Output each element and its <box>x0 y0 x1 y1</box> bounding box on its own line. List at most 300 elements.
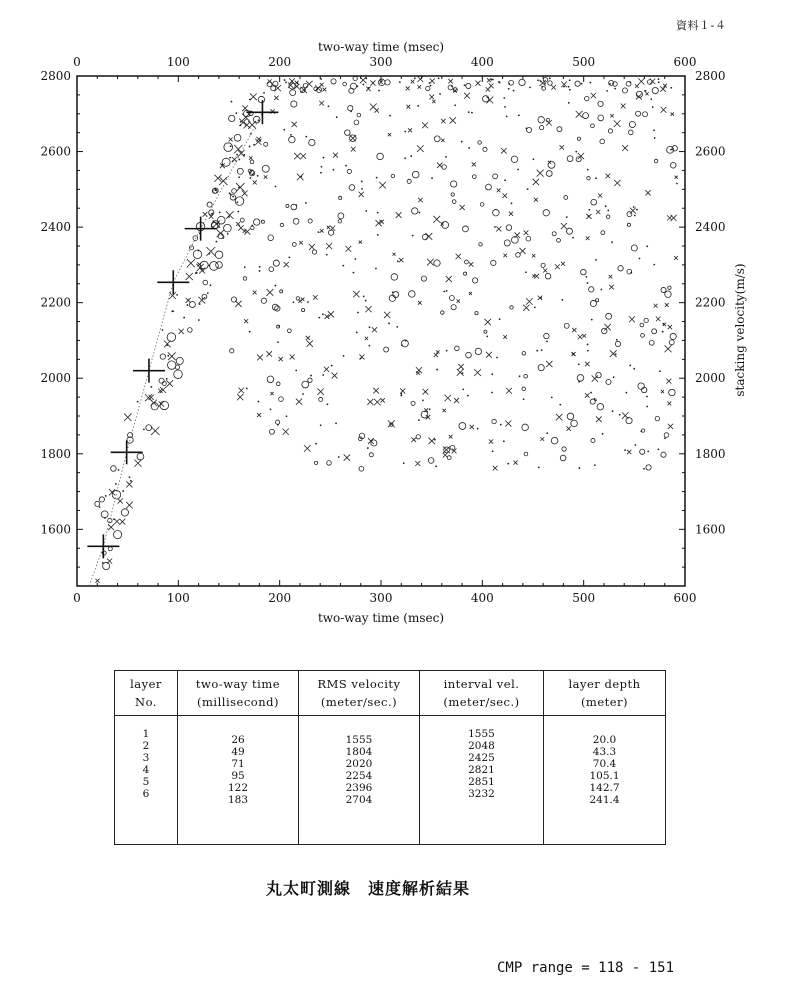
semblance-cross-marker <box>399 258 403 262</box>
semblance-dot-marker <box>320 424 322 426</box>
semblance-cross-marker <box>253 180 257 184</box>
semblance-circle-marker <box>409 291 416 298</box>
semblance-circle-marker <box>600 139 605 144</box>
semblance-circle-marker <box>348 106 353 111</box>
semblance-dot-marker <box>589 209 591 211</box>
semblance-circle-marker <box>309 139 315 145</box>
semblance-circle-marker <box>291 204 297 210</box>
semblance-circle-marker <box>606 313 612 319</box>
semblance-dot-marker <box>568 102 570 104</box>
semblance-circle-marker <box>411 401 415 405</box>
table-cell: 26 <box>231 734 245 746</box>
semblance-dot-marker <box>259 140 261 142</box>
semblance-dot-marker <box>332 169 334 171</box>
semblance-circle-marker <box>217 216 225 224</box>
semblance-cross-marker <box>119 519 125 525</box>
semblance-circle-marker <box>463 272 466 275</box>
semblance-circle-marker <box>591 438 595 442</box>
semblance-dot-marker <box>468 147 470 149</box>
semblance-dot-marker <box>288 257 290 259</box>
semblance-circle-marker <box>286 204 289 207</box>
semblance-dot-marker <box>611 241 613 243</box>
semblance-circle-marker <box>391 274 397 280</box>
semblance-dot-marker <box>376 177 378 179</box>
semblance-circle-marker <box>526 236 531 241</box>
semblance-circle-marker <box>354 120 359 125</box>
semblance-cross-marker <box>315 85 321 91</box>
semblance-dot-marker <box>438 77 440 79</box>
semblance-circle-marker <box>541 263 545 267</box>
semblance-circle-marker <box>548 81 552 85</box>
semblance-dot-marker <box>587 344 589 346</box>
semblance-dot-marker <box>389 115 391 117</box>
semblance-cross-marker <box>373 388 379 394</box>
semblance-cross-marker <box>418 85 422 89</box>
semblance-circle-marker <box>254 219 260 225</box>
semblance-circle-marker <box>577 375 584 382</box>
semblance-cross-marker <box>606 174 611 179</box>
semblance-dot-marker <box>326 254 328 256</box>
x-tick-label-bottom: 200 <box>268 591 292 605</box>
semblance-circle-marker <box>475 348 481 354</box>
semblance-dot-marker <box>150 386 152 388</box>
semblance-cross-marker <box>464 93 470 99</box>
semblance-dot-marker <box>533 158 535 160</box>
semblance-circle-marker <box>567 413 574 420</box>
semblance-cross-marker <box>609 275 613 279</box>
semblance-dot-marker <box>162 329 164 331</box>
semblance-dot-marker <box>295 370 297 372</box>
semblance-circle-marker <box>302 308 305 311</box>
semblance-dot-marker <box>318 317 320 319</box>
semblance-cross-marker <box>179 329 184 334</box>
semblance-circle-marker <box>276 382 280 386</box>
semblance-dot-marker <box>491 392 493 394</box>
semblance-dot-marker <box>492 450 494 452</box>
semblance-dot-marker <box>613 376 615 378</box>
semblance-circle-marker <box>353 76 357 80</box>
semblance-dot-marker <box>238 159 240 161</box>
table-cell: 2254 <box>345 770 373 782</box>
semblance-circle-marker <box>262 165 269 172</box>
semblance-circle-marker <box>618 266 623 271</box>
semblance-circle-marker <box>567 156 573 162</box>
semblance-dot-marker <box>443 291 445 293</box>
semblance-dot-marker <box>354 258 356 260</box>
semblance-cross-marker <box>186 273 193 280</box>
semblance-dot-marker <box>412 235 414 237</box>
semblance-dot-marker <box>361 181 363 183</box>
semblance-circle-marker <box>665 291 671 297</box>
semblance-dot-marker <box>647 451 649 453</box>
semblance-circle-marker <box>167 333 176 342</box>
semblance-circle-marker <box>492 419 496 423</box>
semblance-cross-marker <box>671 215 677 221</box>
semblance-circle-marker <box>661 452 666 457</box>
semblance-dot-marker <box>215 189 217 191</box>
semblance-circle-marker <box>631 245 637 251</box>
semblance-cross-marker <box>359 241 362 244</box>
col-interval-vel <box>420 716 544 845</box>
semblance-dot-marker <box>397 260 399 262</box>
semblance-cross-marker <box>586 214 591 219</box>
semblance-cross-marker <box>380 398 384 402</box>
semblance-circle-marker <box>670 333 676 339</box>
semblance-dot-marker <box>176 294 178 296</box>
semblance-circle-marker <box>293 218 299 224</box>
semblance-circle-marker <box>486 184 492 190</box>
semblance-cross-marker <box>668 424 673 429</box>
semblance-dot-marker <box>343 355 345 357</box>
y-tick-label-right: 1600 <box>695 522 726 537</box>
semblance-circle-marker <box>451 305 456 310</box>
semblance-dot-marker <box>321 166 323 168</box>
semblance-dot-marker <box>104 517 106 519</box>
semblance-circle-marker <box>209 210 214 215</box>
semblance-dot-marker <box>589 82 591 84</box>
velocity-pick-marker <box>111 440 143 464</box>
semblance-cross-marker <box>238 225 243 230</box>
semblance-dot-marker <box>663 323 665 325</box>
semblance-circle-marker <box>422 234 427 239</box>
semblance-dot-marker <box>356 332 358 334</box>
semblance-cross-marker <box>450 117 456 123</box>
semblance-circle-marker <box>643 112 648 117</box>
semblance-circle-marker <box>627 269 632 274</box>
semblance-dot-marker <box>507 463 509 465</box>
semblance-circle-marker <box>434 260 440 266</box>
semblance-dot-marker <box>300 176 302 178</box>
semblance-dot-marker <box>591 319 593 321</box>
semblance-circle-marker <box>269 267 274 272</box>
semblance-cross-marker <box>406 105 410 109</box>
semblance-circle-marker <box>442 165 447 170</box>
semblance-circle-marker <box>275 306 280 311</box>
semblance-circle-marker <box>483 147 487 151</box>
semblance-circle-marker <box>369 453 373 457</box>
semblance-circle-marker <box>626 81 631 86</box>
table-cell: 2821 <box>468 764 495 776</box>
table-cell: 241.4 <box>589 794 620 806</box>
x-tick-label-top: 100 <box>166 55 190 69</box>
semblance-dot-marker <box>646 396 648 398</box>
semblance-cross-marker <box>324 367 329 372</box>
semblance-circle-marker <box>176 357 183 364</box>
semblance-cross-marker <box>665 345 672 352</box>
semblance-dot-marker <box>445 156 447 158</box>
semblance-dot-marker <box>607 210 609 212</box>
semblance-cross-marker <box>524 230 529 235</box>
semblance-circle-marker <box>193 250 201 258</box>
x-tick-label-bottom: 400 <box>470 591 494 605</box>
semblance-cross-marker <box>654 304 658 308</box>
semblance-circle-marker <box>472 175 476 179</box>
semblance-circle-marker <box>516 253 521 258</box>
semblance-circle-marker <box>189 301 195 307</box>
col-two-way-time <box>178 716 299 845</box>
semblance-circle-marker <box>421 276 426 281</box>
semblance-cross-marker <box>365 306 371 312</box>
semblance-dot-marker <box>508 88 510 90</box>
semblance-dot-marker <box>538 466 540 468</box>
semblance-dot-marker <box>435 465 437 467</box>
table-cell: 105.1 <box>589 770 620 782</box>
semblance-circle-marker <box>641 429 644 432</box>
semblance-cross-marker <box>264 175 268 179</box>
semblance-dot-marker <box>486 335 488 337</box>
semblance-dot-marker <box>290 134 292 136</box>
semblance-dot-marker <box>305 136 307 138</box>
x-tick-label-bottom: 100 <box>166 591 190 605</box>
semblance-cross-marker <box>428 438 435 445</box>
semblance-cross-marker <box>470 425 474 429</box>
semblance-dot-marker <box>600 289 602 291</box>
semblance-circle-marker <box>384 347 389 352</box>
semblance-dot-marker <box>102 562 104 564</box>
semblance-dot-marker <box>572 237 574 239</box>
semblance-cross-marker <box>523 305 529 311</box>
semblance-dot-marker <box>318 231 320 233</box>
semblance-dot-marker <box>639 258 641 260</box>
semblance-cross-marker <box>446 276 452 282</box>
table-cell: 122 <box>227 782 249 794</box>
semblance-dot-marker <box>662 331 664 333</box>
semblance-cross-marker <box>249 156 253 160</box>
semblance-circle-marker <box>412 208 418 214</box>
semblance-cross-marker <box>567 426 571 430</box>
semblance-circle-marker <box>552 232 556 236</box>
semblance-cross-marker <box>333 153 338 158</box>
semblance-circle-marker <box>557 238 561 242</box>
semblance-cross-marker <box>540 437 544 441</box>
semblance-dot-marker <box>238 176 240 178</box>
semblance-cross-marker <box>279 357 283 361</box>
semblance-cross-marker <box>526 298 533 305</box>
semblance-dot-marker <box>504 106 506 108</box>
semblance-cross-marker <box>327 226 330 229</box>
semblance-cross-marker <box>496 226 501 231</box>
semblance-circle-marker <box>215 251 223 259</box>
semblance-cross-marker <box>555 264 560 269</box>
semblance-circle-marker <box>585 96 590 101</box>
semblance-circle-marker <box>519 79 525 85</box>
semblance-dot-marker <box>122 490 124 492</box>
semblance-cross-marker <box>572 328 576 332</box>
semblance-cross-marker <box>469 292 472 295</box>
semblance-cross-marker <box>365 337 368 340</box>
semblance-dot-marker <box>612 410 614 412</box>
semblance-dot-marker <box>219 211 221 213</box>
semblance-cross-marker <box>307 340 313 346</box>
semblance-cross-marker <box>344 454 350 460</box>
semblance-dot-marker <box>629 365 631 367</box>
semblance-dot-marker <box>187 299 189 301</box>
semblance-cross-marker <box>374 399 381 406</box>
semblance-dot-marker <box>587 169 589 171</box>
semblance-circle-marker <box>371 440 377 446</box>
semblance-cross-marker <box>443 453 448 458</box>
semblance-cross-marker <box>238 388 244 394</box>
semblance-circle-marker <box>638 383 644 389</box>
semblance-dot-marker <box>504 179 506 181</box>
semblance-circle-marker <box>452 200 456 204</box>
semblance-circle-marker <box>655 416 660 421</box>
semblance-dot-marker <box>634 215 636 217</box>
semblance-dot-marker <box>322 374 324 376</box>
semblance-circle-marker <box>230 349 234 353</box>
semblance-dot-marker <box>585 276 587 278</box>
semblance-dot-marker <box>363 295 365 297</box>
semblance-dot-marker <box>259 270 261 272</box>
semblance-circle-marker <box>416 435 420 439</box>
semblance-circle-marker <box>463 226 469 232</box>
semblance-cross-marker <box>425 233 432 240</box>
velocity-scatter-chart <box>0 30 789 630</box>
semblance-circle-marker <box>491 260 496 265</box>
semblance-dot-marker <box>551 396 553 398</box>
semblance-dot-marker <box>166 344 168 346</box>
semblance-cross-marker <box>576 111 583 118</box>
semblance-dot-marker <box>430 85 432 87</box>
semblance-cross-marker <box>283 429 289 435</box>
semblance-circle-marker <box>296 297 299 300</box>
semblance-circle-marker <box>103 562 110 569</box>
semblance-circle-marker <box>564 196 568 200</box>
semblance-cross-marker <box>187 259 195 267</box>
semblance-cross-marker <box>622 412 628 418</box>
semblance-circle-marker <box>506 225 512 231</box>
table-cell: 1804 <box>345 746 373 758</box>
table-cell: 2396 <box>345 782 373 794</box>
semblance-dot-marker <box>400 395 402 397</box>
semblance-dot-marker <box>503 97 505 99</box>
table-cell: 71 <box>231 758 245 770</box>
semblance-dot-marker <box>328 105 330 107</box>
semblance-cross-marker <box>458 364 463 369</box>
semblance-circle-marker <box>302 381 309 388</box>
semblance-cross-marker <box>270 392 273 395</box>
semblance-circle-marker <box>581 269 587 275</box>
semblance-cross-marker <box>635 84 639 88</box>
semblance-cross-marker <box>406 86 410 90</box>
y-axis-label-right: stacking velocity(m/s) <box>733 263 747 397</box>
semblance-cross-marker <box>292 122 297 127</box>
semblance-cross-marker <box>250 93 257 100</box>
semblance-circle-marker <box>538 365 544 371</box>
semblance-dot-marker <box>207 292 209 294</box>
semblance-circle-marker <box>475 311 478 314</box>
semblance-dot-marker <box>361 188 363 190</box>
semblance-circle-marker <box>544 333 549 338</box>
semblance-cross-marker <box>423 389 429 395</box>
semblance-dot-marker <box>422 399 424 401</box>
semblance-dot-marker <box>315 443 317 445</box>
semblance-circle-marker <box>483 96 489 102</box>
y-tick-label-left: 2600 <box>40 144 71 159</box>
semblance-cross-marker <box>493 466 498 471</box>
semblance-circle-marker <box>527 127 532 132</box>
semblance-dot-marker <box>365 210 367 212</box>
semblance-circle-marker <box>357 113 361 117</box>
x-tick-label-top: 0 <box>73 55 81 69</box>
semblance-dot-marker <box>525 271 527 273</box>
semblance-cross-marker <box>257 413 261 417</box>
semblance-dot-marker <box>477 428 479 430</box>
semblance-dot-marker <box>602 433 604 435</box>
semblance-cross-marker <box>417 145 424 152</box>
semblance-circle-marker <box>308 219 312 223</box>
semblance-cross-marker <box>359 192 364 197</box>
velocity-pick-marker <box>87 534 119 558</box>
semblance-circle-marker <box>189 246 193 250</box>
semblance-cross-marker <box>203 212 208 217</box>
semblance-cross-marker <box>118 498 123 503</box>
y-tick-label-right: 2200 <box>695 295 726 310</box>
semblance-circle-marker <box>224 143 233 152</box>
semblance-cross-marker <box>320 229 324 233</box>
x-tick-label-bottom: 500 <box>572 591 596 605</box>
x-tick-label-top: 300 <box>369 55 393 69</box>
velocity-pick-marker <box>185 217 217 241</box>
semblance-circle-marker <box>250 160 254 164</box>
semblance-cross-marker <box>449 435 453 439</box>
semblance-dot-marker <box>357 85 359 87</box>
semblance-cross-marker <box>497 188 501 192</box>
semblance-circle-marker <box>548 161 555 168</box>
semblance-circle-marker <box>459 423 466 430</box>
semblance-dot-marker <box>534 306 536 308</box>
semblance-cross-marker <box>622 145 628 151</box>
semblance-dot-marker <box>517 169 519 171</box>
y-tick-label-left: 2000 <box>40 371 71 386</box>
header-two-way-time: two-way time (millisecond) <box>178 671 299 716</box>
semblance-cross-marker <box>370 103 377 110</box>
semblance-circle-marker <box>264 142 268 146</box>
semblance-dot-marker <box>537 79 539 81</box>
semblance-circle-marker <box>273 260 279 266</box>
y-tick-label-right: 2800 <box>695 69 726 83</box>
semblance-dot-marker <box>634 444 636 446</box>
x-tick-label-bottom: 600 <box>673 591 697 605</box>
semblance-circle-marker <box>235 197 244 206</box>
semblance-circle-marker <box>349 185 355 191</box>
semblance-dot-marker <box>327 403 329 405</box>
semblance-circle-marker <box>669 340 674 345</box>
semblance-circle-marker <box>626 418 632 424</box>
semblance-cross-marker <box>485 319 491 325</box>
semblance-dot-marker <box>496 357 498 359</box>
semblance-circle-marker <box>564 323 569 328</box>
semblance-dot-marker <box>129 476 131 478</box>
semblance-cross-marker <box>313 295 318 300</box>
semblance-circle-marker <box>669 389 676 396</box>
semblance-dot-marker <box>439 93 441 95</box>
semblance-circle-marker <box>484 330 487 333</box>
semblance-cross-marker <box>388 133 391 136</box>
semblance-circle-marker <box>343 82 347 86</box>
semblance-circle-marker <box>101 511 108 518</box>
semblance-circle-marker <box>407 179 411 183</box>
semblance-dot-marker <box>275 186 277 188</box>
y-tick-label-right: 2000 <box>695 371 726 386</box>
semblance-circle-marker <box>567 228 573 234</box>
semblance-circle-marker <box>160 354 165 359</box>
semblance-dot-marker <box>368 345 370 347</box>
semblance-cross-marker <box>645 190 650 195</box>
semblance-dot-marker <box>615 353 617 355</box>
semblance-dot-marker <box>320 172 322 174</box>
semblance-cross-marker <box>585 393 590 398</box>
